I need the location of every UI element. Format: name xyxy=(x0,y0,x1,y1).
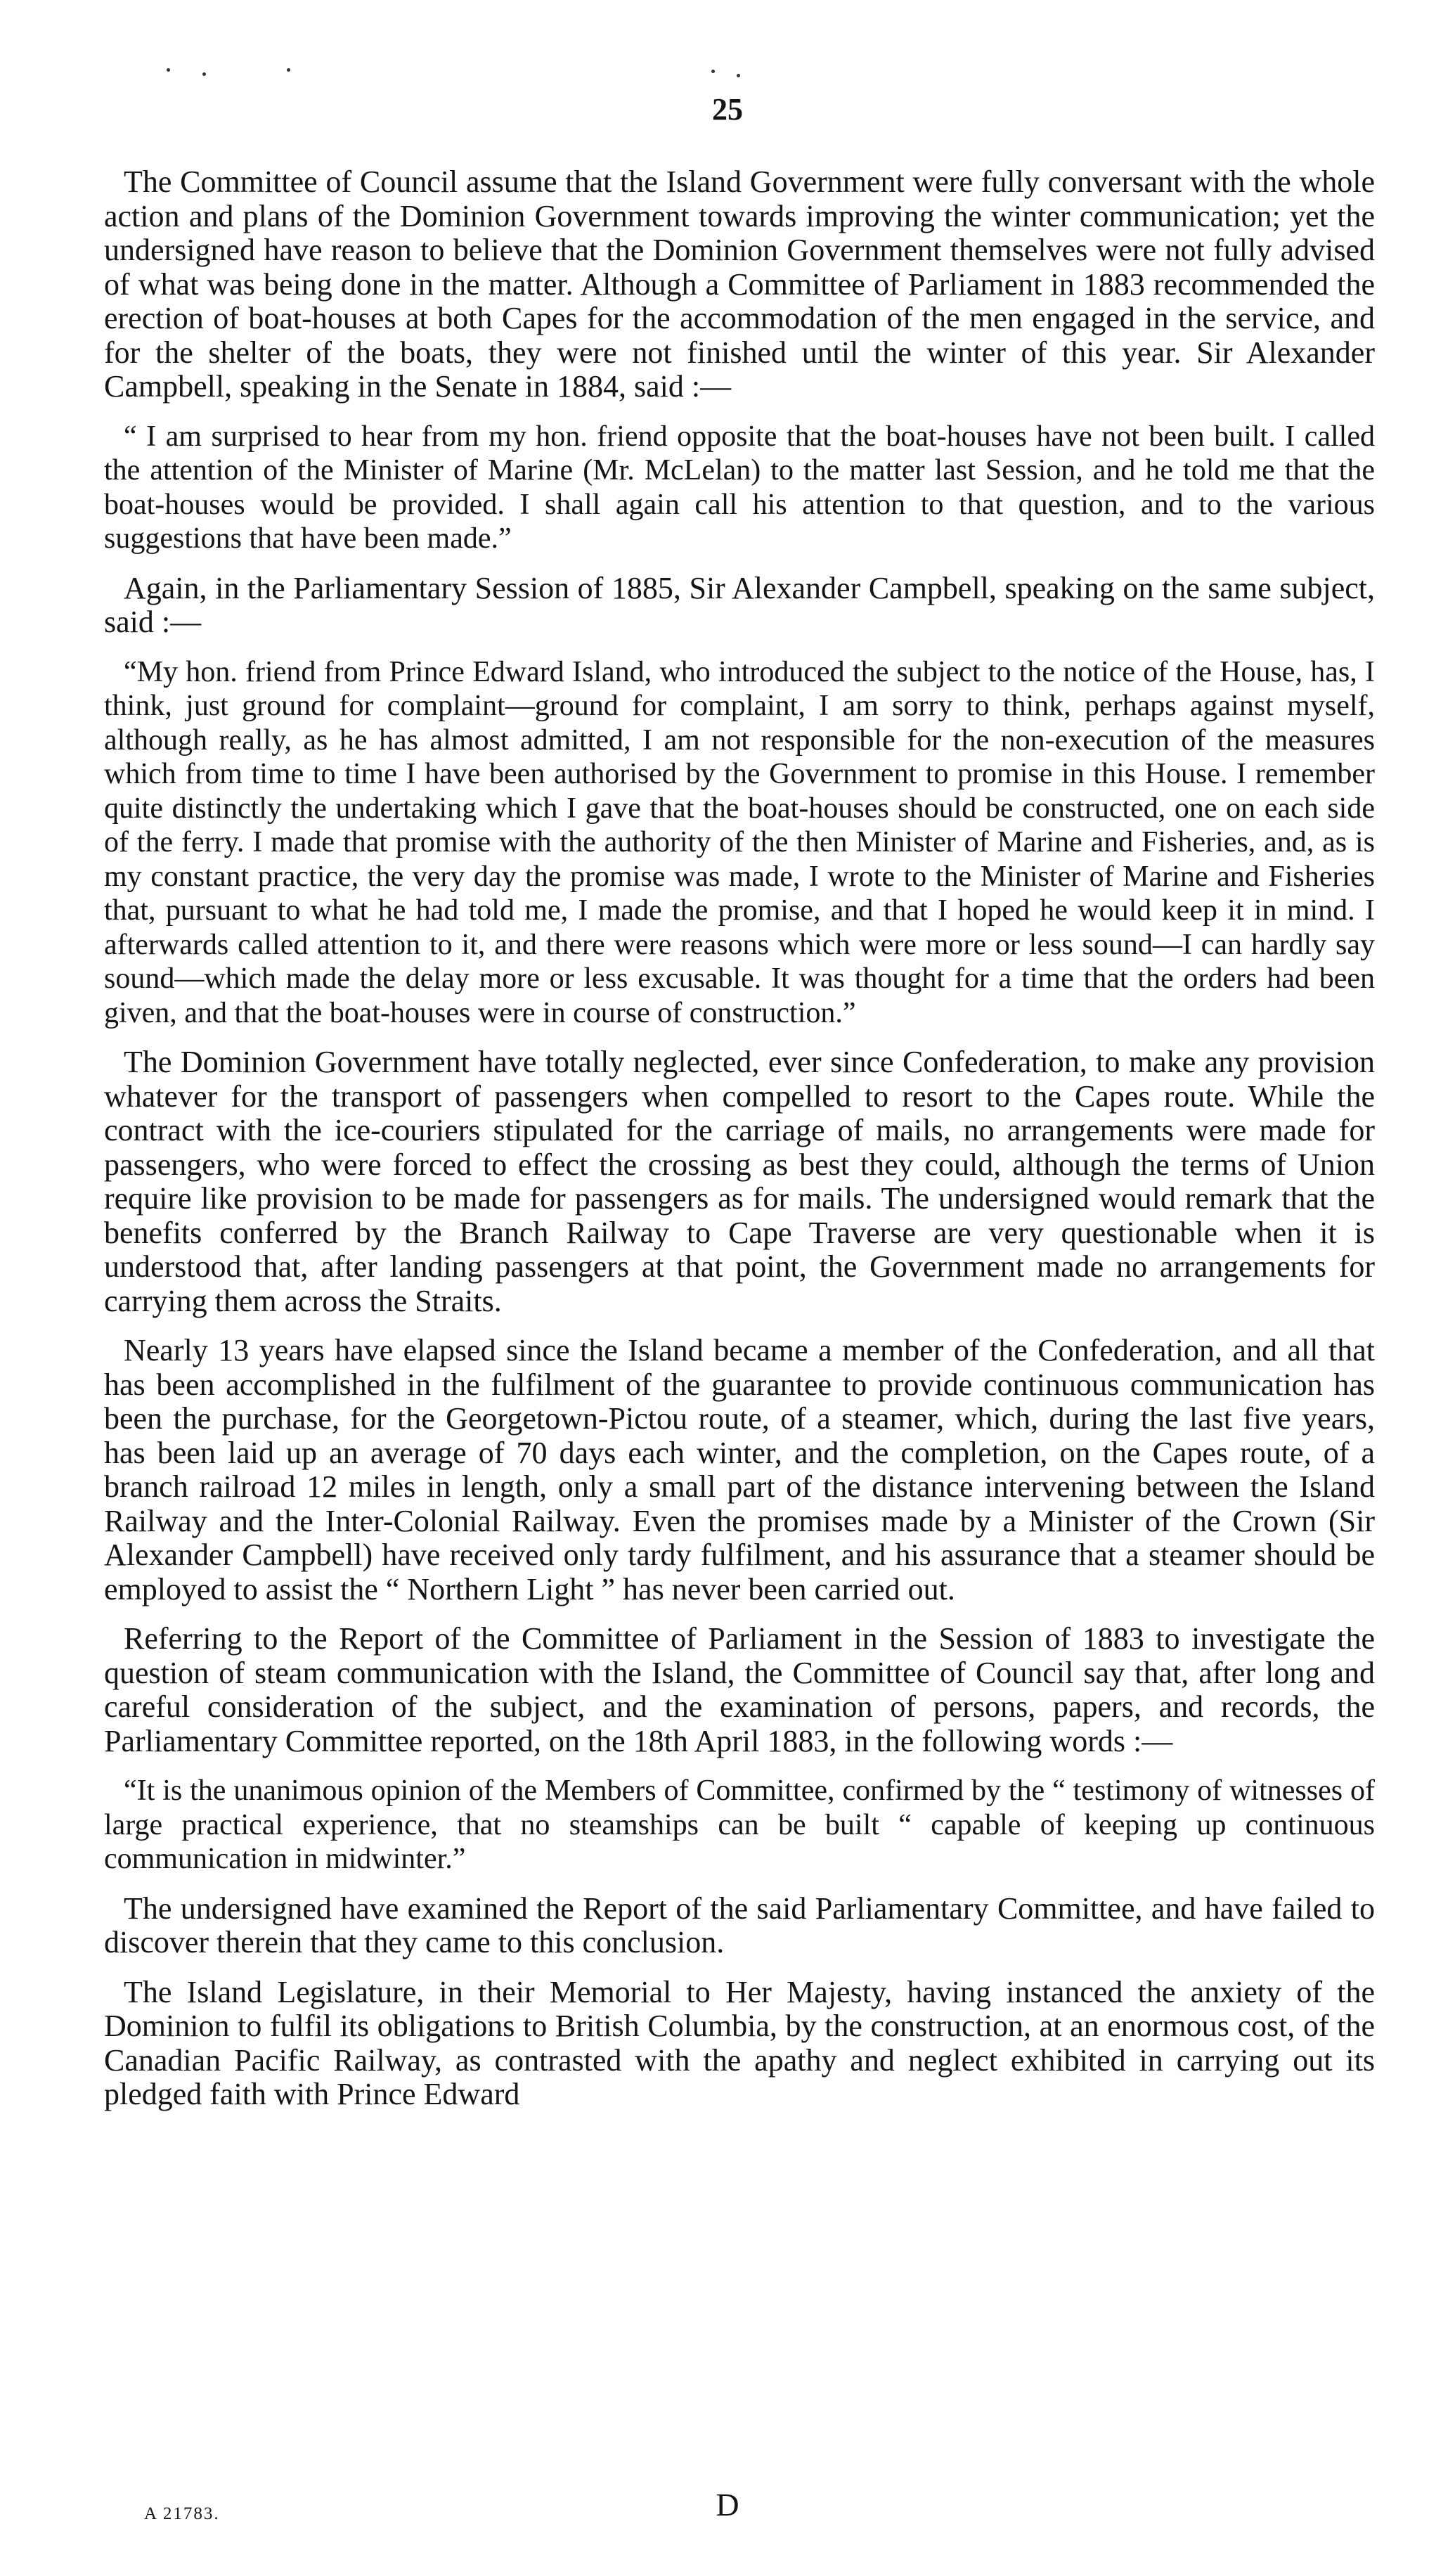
paragraph: The undersigned have examined the Report of the said Parliamentary Committee, and have failed to discover therein that they came to this conclusion. xyxy=(104,1891,1375,1959)
paragraph: The Dominion Government have totally neglected, ever since Confederation, to make any provision whatever for the transport of passengers when compelled to resort to the Capes route. While the contract with the ice-couriers stipulated for the carriage of mails, no arrangements were made for passengers, who were forced to effect the crossing as best they could, although the terms of Union require like provision to be made for passengers as for mails. The undersigned would remark that the benefits conferred by the Branch Railway to Cape Traverse are very questionable when it is understood that, after landing passengers at that point, the Government made no arrangements for carrying them across the Straits. xyxy=(104,1045,1375,1318)
body-text xyxy=(104,165,1375,2127)
paragraph: Nearly 13 years have elapsed since the Island became a member of the Confederation, and all that has been accomplished in the fulfilment of the guarantee to provide continuous communication has been the purchase, for the Georgetown-Pictou route, of a steamer, which, during the last five years, has been laid up an average of 70 days each winter, and the completion, on the Capes route, of a branch railroad 12 miles in length, only a small part of the distance intervening between the Island Railway and the Inter-Colonial Railway. Even the promises made by a Minister of the Crown (Sir Alexander Campbell) have received only tardy fulfilment, and his assurance that a steamer should be employed to assist the “ Northern Light ” has never been carried out. xyxy=(104,1333,1375,1606)
page-number: 25 xyxy=(712,92,743,127)
quotation: “ I am surprised to hear from my hon. friend opposite that the boat-houses have not been built. I called the attention of the Minister of Marine (Mr. McLelan) to the matter last Session, and he told me that the boat-houses would be provided. I shall again call his attention to that question, and to the various suggestions that have been made.” xyxy=(104,420,1375,555)
speck xyxy=(287,68,290,72)
quotation: “It is the unanimous opinion of the Members of Committee, confirmed by the “ testimony of witnesses of large practical experience, that no steamships can be built “ capable of keeping up continuous communication in midwinter.” xyxy=(104,1775,1375,1875)
speck xyxy=(167,68,170,72)
signature-mark: D xyxy=(716,2487,739,2523)
paragraph: The Committee of Council assume that the Island Government were fully conversant with the whole action and plans of the Dominion Government towards improving the winter communication; yet the undersigned have reason to believe that the Dominion Government themselves were not fully advised of what was being done in the matter. Although a Committee of Parliament in 1883 recommended the erection of boat-houses at both Capes for the accommodation of the men engaged in the service, and for the shelter of the boats, they were not finished until the winter of this year. Sir Alexander Campbell, speaking in the Senate in 1884, said :— xyxy=(104,165,1375,404)
print-specks xyxy=(0,67,1455,81)
paragraph: Referring to the Report of the Committee of Parliament in the Session of 1883 to investigate the question of steam communication with the Island, the Committee of Council say that, after long and careful consideration of the subject, and the examination of persons, papers, and records, the Parliamentary Committee reported, on the 18th April 1883, in the following words :— xyxy=(104,1621,1375,1758)
speck xyxy=(202,72,206,76)
printer-code: A 21783. xyxy=(144,2504,220,2523)
speck xyxy=(711,70,715,73)
paragraph: The Island Legislature, in their Memorial to Her Majesty, having instanced the anxiety of the Dominion to fulfil its obligations to British Columbia, by the construction, at an enormous cost, of the Canadian Pacific Railway, as contrasted with the apathy and neglect exhibited in carrying out its pledged faith with Prince Edward xyxy=(104,1974,1375,2111)
quotation: “My hon. friend from Prince Edward Island, who introduced the subject to the notice of the House, has, I think, just ground for complaint—ground for complaint, I am sorry to think, perhaps against myself, although really, as he has almost admitted, I am not responsible for the non-execution of the measures which from time to time I have been authorised by the Government to promise in this House. I remember quite distinctly the undertaking which I gave that the boat-houses should be constructed, one on each side of the ferry. I made that promise with the authority of the then Minister of Marine and Fisheries, and, as is my constant practice, the very day the promise was made, I wrote to the Minister of Marine and Fisheries that, pursuant to what he had told me, I made the promise, and that I hoped he would keep it in mind. I afterwards called attention to it, and there were reasons which were more or less sound—I can hardly say sound—which made the delay more or less excusable. It was thought for a time that the orders had been given, and that the boat-houses were in course of construction.” xyxy=(104,655,1375,1029)
paragraph: Again, in the Parliamentary Session of 1885, Sir Alexander Campbell, speaking on the same subject, said :— xyxy=(104,570,1375,639)
speck xyxy=(737,74,740,77)
